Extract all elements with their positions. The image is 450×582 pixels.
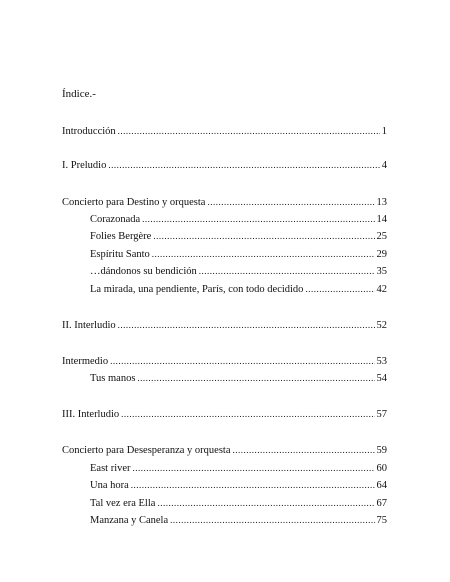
dot-leader: [170, 514, 374, 527]
toc-entry-label: La mirada, una pendiente, París, con todo decidido: [90, 284, 304, 295]
toc-entry-concierto-destino: [62, 196, 387, 209]
toc-entry-label: Corazonada: [90, 214, 141, 225]
toc-entry-label: Tal vez era Ella: [90, 498, 156, 509]
toc-entry-introduccion: [62, 125, 387, 138]
dot-leader: [233, 444, 375, 457]
dot-leader: [121, 408, 374, 421]
dot-leader: [153, 230, 374, 243]
dot-leader: [142, 213, 374, 226]
dot-leader: [118, 125, 380, 138]
toc-entry-intermedio: [62, 355, 387, 368]
toc-entry-page: 25: [376, 231, 387, 242]
toc-entry-manzana-y-canela: [90, 514, 387, 527]
toc-entry-page: 13: [376, 197, 387, 208]
toc-entry-label: Introducción: [62, 126, 116, 137]
toc-entry-label: Concierto para Destino y orquesta: [62, 197, 206, 208]
toc-entry-page: 64: [376, 480, 387, 491]
dot-leader: [137, 372, 374, 385]
toc-entry-label: Intermedio: [62, 356, 109, 367]
toc-entry-page: 29: [376, 249, 387, 260]
dot-leader: [118, 319, 375, 332]
dot-leader: [305, 283, 374, 296]
toc-entry-label: Concierto para Desesperanza y orquesta: [62, 445, 231, 456]
dot-leader: [131, 479, 375, 492]
dot-leader: [199, 265, 375, 278]
dot-leader: [108, 159, 379, 172]
toc-entry-interludio-ii: [62, 319, 387, 332]
toc-entry-dandonos: [90, 265, 387, 278]
toc-entry-page: 59: [376, 445, 387, 456]
toc-entry-label: Espíritu Santo: [90, 249, 150, 260]
toc-entry-label: Folies Bergère: [90, 231, 152, 242]
toc-entry-label: III. Interludio: [62, 409, 120, 420]
toc-entry-label: I. Preludio: [62, 160, 107, 171]
toc-entry-interludio-iii: [62, 408, 387, 421]
dot-leader: [152, 248, 375, 261]
toc-entry-label: Una hora: [90, 480, 129, 491]
toc-entry-concierto-desesperanza: [62, 444, 387, 457]
toc-entry-east-river: [90, 462, 387, 475]
toc-entry-label: Tus manos: [90, 373, 136, 384]
toc-entry-page: 42: [376, 284, 387, 295]
dot-leader: [133, 462, 375, 475]
toc-entry-page: 67: [376, 498, 387, 509]
index-heading: Índice.-: [62, 88, 96, 100]
toc-entry-page: 14: [376, 214, 387, 225]
toc-entry-tal-vez-era-ella: [90, 497, 387, 510]
toc-entry-preludio: [62, 159, 387, 172]
toc-entry-corazonada: [90, 213, 387, 226]
toc-entry-tus-manos: [90, 372, 387, 385]
toc-entry-page: 54: [376, 373, 387, 384]
toc-entry-page: 35: [376, 266, 387, 277]
toc-entry-page: 4: [381, 160, 387, 171]
dot-leader: [157, 497, 374, 510]
toc-entry-page: 60: [376, 463, 387, 474]
toc-entry-page: 75: [376, 515, 387, 526]
toc-entry-page: 1: [381, 126, 387, 137]
toc-entry-page: 57: [376, 409, 387, 420]
toc-entry-espiritu-santo: [90, 248, 387, 261]
toc-entry-la-mirada: [90, 283, 387, 296]
toc-entry-una-hora: [90, 479, 387, 492]
toc-entry-label: II. Interludio: [62, 320, 116, 331]
toc-entry-label: East river: [90, 463, 131, 474]
dot-leader: [110, 355, 374, 368]
dot-leader: [207, 196, 374, 209]
toc-entry-folies-bergere: [90, 230, 387, 243]
toc-entry-label: …dándonos su bendición: [90, 266, 197, 277]
toc-entry-label: Manzana y Canela: [90, 515, 169, 526]
toc-entry-page: 52: [376, 320, 387, 331]
toc-entry-page: 53: [376, 356, 387, 367]
